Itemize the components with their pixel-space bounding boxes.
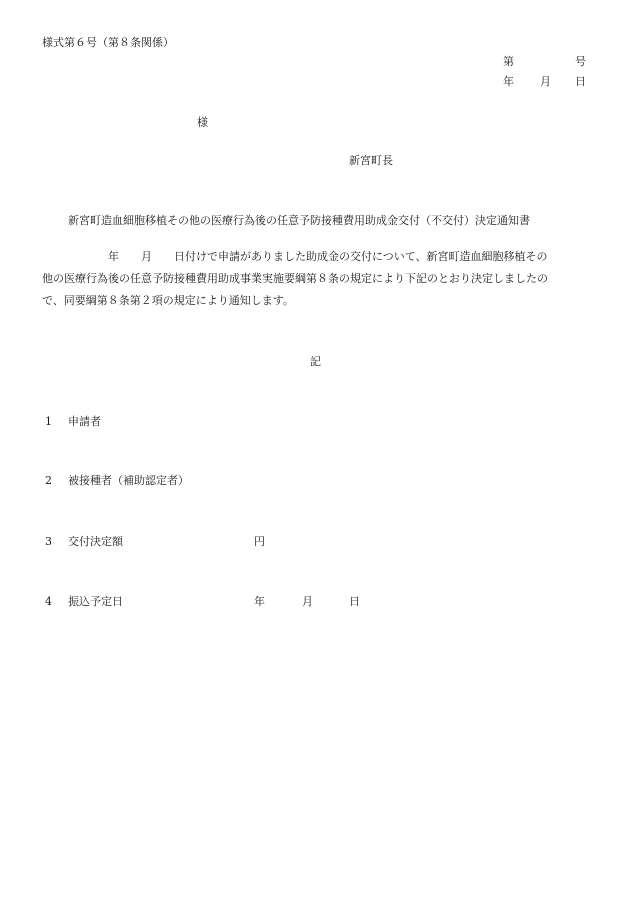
form-number: 様式第６号（第８条関係） bbox=[42, 36, 174, 49]
item-label-amount: 交付決定額 bbox=[68, 535, 123, 548]
item-number-1: 1 bbox=[45, 415, 52, 428]
issue-date-month: 月 bbox=[540, 75, 551, 88]
issue-date-day: 日 bbox=[575, 75, 586, 88]
addressee-honorific: 様 bbox=[197, 116, 208, 129]
body-line-2: 他の医療行為後の任意予防接種費用助成事業実施要綱第８条の規定により下記のとおり決定しましたの bbox=[42, 272, 548, 285]
issue-date-year: 年 bbox=[503, 75, 514, 88]
item-label-transfer-date: 振込予定日 bbox=[68, 595, 123, 608]
document-number-suffix: 号 bbox=[575, 55, 586, 68]
body-line-3: で、同要綱第８条第２項の規定により通知します。 bbox=[42, 294, 294, 307]
transfer-date-day: 日 bbox=[349, 595, 360, 608]
document-title: 新宮町造血細胞移植その他の医療行為後の任意予防接種費用助成金交付（不交付）決定通知書 bbox=[68, 214, 530, 227]
transfer-date-month: 月 bbox=[302, 595, 313, 608]
item-number-4: 4 bbox=[45, 595, 52, 608]
item-number-2: 2 bbox=[45, 474, 52, 487]
ki-heading: 記 bbox=[310, 355, 321, 368]
item-number-3: 3 bbox=[45, 535, 52, 548]
item-label-applicant: 申請者 bbox=[68, 415, 101, 428]
item-label-vaccinee: 被接種者（補助認定者） bbox=[68, 474, 189, 487]
transfer-date-year: 年 bbox=[254, 595, 265, 608]
body-paragraph bbox=[42, 246, 590, 312]
amount-unit-yen: 円 bbox=[254, 535, 265, 548]
document-number-prefix: 第 bbox=[503, 55, 514, 68]
body-line-1: 年 月 日付けで申請がありました助成金の交付について、新宮町造血細胞移植その bbox=[42, 250, 548, 263]
sender-name: 新宮町長 bbox=[349, 154, 393, 167]
